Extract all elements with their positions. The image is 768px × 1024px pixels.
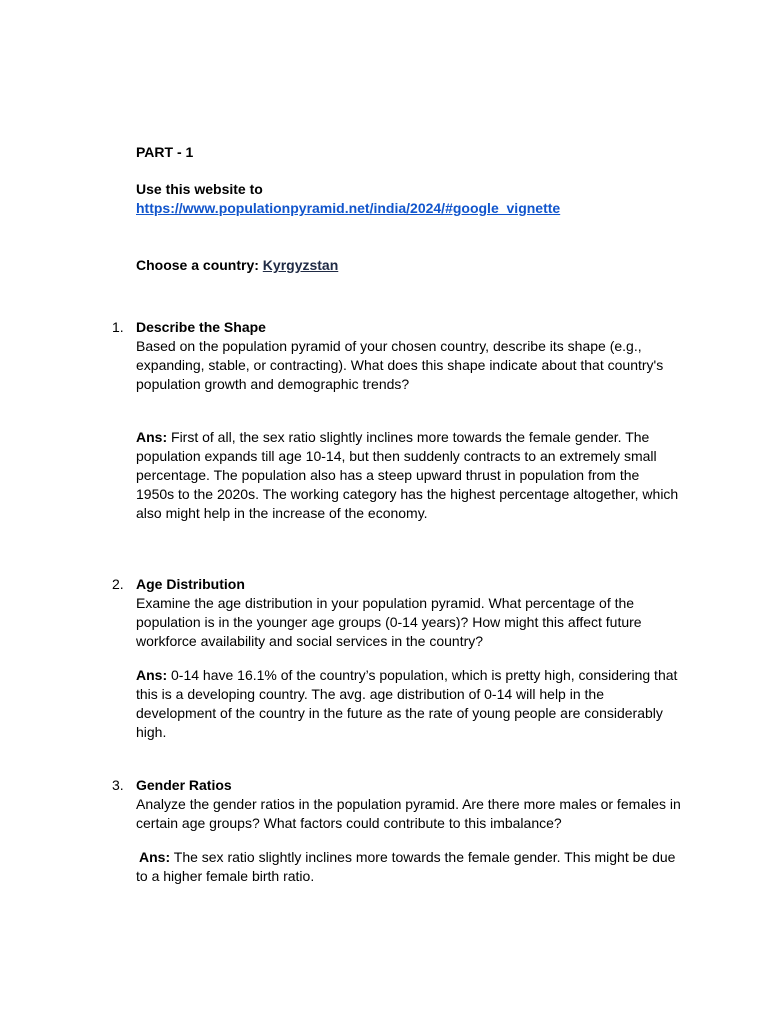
question-text: Analyze the gender ratios in the population pyramid. Are there more males or females in certain age groups? What factors could contribute to this imbalance? [136,796,681,831]
answer [136,666,681,742]
country-label: Choose a country: [136,257,263,273]
question-3 [112,776,681,886]
question-number: 1. [112,319,124,335]
answer-text: First of all, the sex ratio slightly inclines more towards the female gender. The population expands till age 10-14, but then suddenly contracts to an extremely small percentage. The population also has a steep upward thrust in population from the 1950s to the 2020s. The working category has the highest percentage altogether, which also might help in the increase of the economy. [136,429,679,521]
website-label: Use this website to [136,181,263,197]
answer [136,848,681,886]
question-1 [112,318,681,523]
question-title: Gender Ratios [136,777,232,793]
answer-label: Ans: [136,667,168,683]
question-title: Describe the Shape [136,319,266,335]
answer-text: The sex ratio slightly inclines more towards the female gender. This might be due to a higher female birth ratio. [136,849,676,884]
question-text: Based on the population pyramid of your chosen country, describe its shape (e.g., expanding, stable, or contracting). What does this shape indicate about that country's population growth and demographic trends? [136,338,664,392]
question-number: 3. [112,777,124,793]
website-link[interactable]: https://www.populationpyramid.net/india/2024/#google_vignette [136,200,561,216]
document-page [112,143,681,886]
answer-text: 0-14 have 16.1% of the country’s population, which is pretty high, considering that this is a developing country. The avg. age distribution of 0-14 will help in the development of the country in the future as the rate of young people are considerably high. [136,667,678,740]
country-link[interactable]: Kyrgyzstan [262,257,339,273]
question-text: Examine the age distribution in your population pyramid. What percentage of the population is in the younger age groups (0-14 years)? How might this affect future workforce availability and social services in the country? [136,595,642,649]
answer-label: Ans: [136,429,168,445]
question-title: Age Distribution [136,576,245,592]
answer [136,428,681,523]
part-title: PART - 1 [136,144,194,160]
answer-label: Ans: [139,849,171,865]
choose-country [136,256,681,275]
question-2 [112,575,681,742]
question-number: 2. [112,576,124,592]
